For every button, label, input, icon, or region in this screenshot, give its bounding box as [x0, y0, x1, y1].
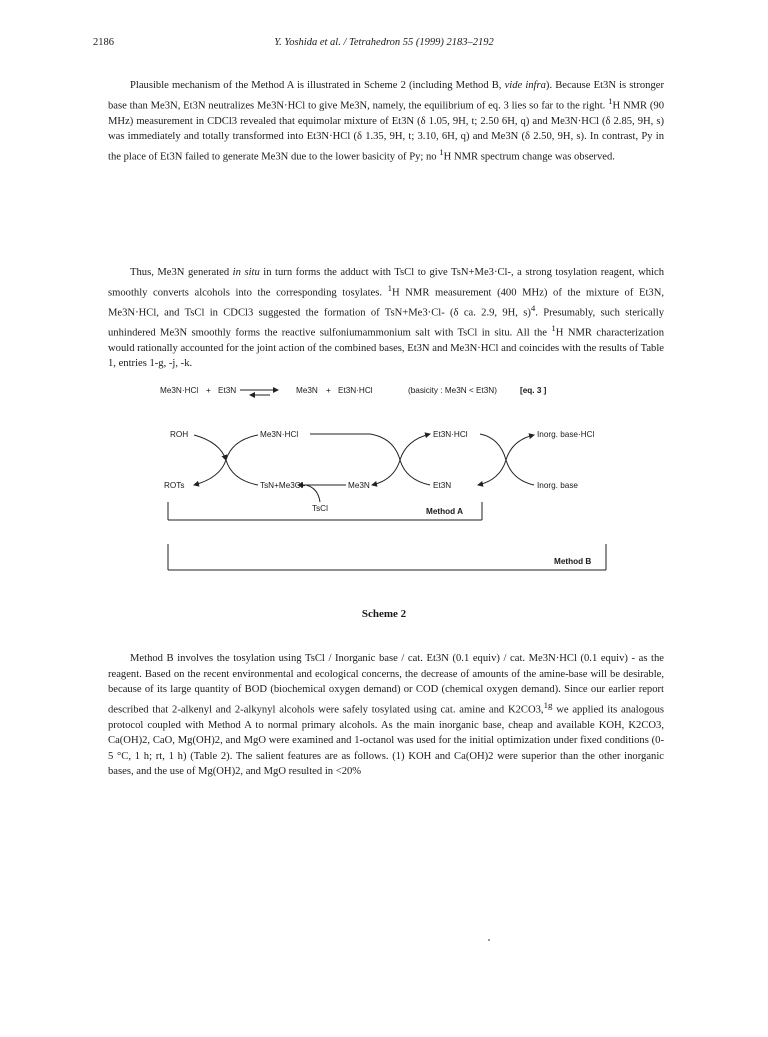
eq-plus-1: +: [206, 386, 211, 395]
scheme-2-diagram: [150, 384, 630, 584]
label-tscl: TsCl: [312, 504, 328, 513]
page-number: 2186: [93, 37, 114, 48]
eq-basicity-note: (basicity : Me3N < Et3N): [408, 386, 497, 395]
label-inorg-base: Inorg. base: [537, 481, 578, 490]
eq-right-me3n: Me3N: [296, 386, 318, 395]
eq-tag: [eq. 3 ]: [520, 386, 547, 395]
stray-dot: [488, 939, 490, 941]
eq-left-et3n: Et3N: [218, 386, 237, 395]
label-rots: ROTs: [164, 481, 185, 490]
label-method-a: Method A: [426, 507, 463, 516]
page-header: [0, 37, 768, 53]
label-et3n: Et3N: [433, 481, 452, 490]
scheme-caption: Scheme 2: [361, 608, 407, 620]
running-head: Y. Yoshida et al. / Tetrahedron 55 (1999) 2183–2192: [274, 37, 494, 48]
eq-plus-2: +: [326, 386, 331, 395]
label-method-b: Method B: [554, 557, 592, 566]
label-tsn-me3-cl: TsN+Me3Cl-: [260, 481, 306, 490]
label-inorg-base-hcl: Inorg. base·HCl: [537, 430, 595, 439]
eq-right-et3nhcl: Et3N·HCl: [338, 386, 373, 395]
paragraph-2: Thus, Me3N generated in situ in turn forms the adduct with TsCl to give TsN+Me3·Cl-, a strong tosylation reagent, which smoothly converts alcohols into the corresponding tosylates. $^1$H NMR measurement (400 MHz) of the mixture of Et3N, Me3N·HCl, and TsCl in CDCl3 suggested the formation of TsN+Me3·Cl- (δ ca. 2.9, 9H, s)$^4$. Presumably, such sterically unhindered Me3N smoothly forms the reactive sulfoniumammonium salt with TsCl in situ. All the $^1$H NMR characterization would rationally accounted for the joint action of the combined bases, Et3N and Me3N·HCl and coincides with the results of Table 1, entries 1-g, -j, -k.: [108, 267, 665, 370]
paragraph-3: Method B involves the tosylation using TsCl / Inorganic base / cat. Et3N (0.1 equiv) / cat. Me3N·HCl (0.1 equiv) - as the reagent. Based on the recent environmental and ecological concerns, the decrease of amounts of the amine-base will be desirable, because of its large quantity of BOD (biochemical oxygen demand) or COD (chemical oxygen demand). Since our earlier report described that 2-alkenyl and 2-alkynyl alcohols were safely tosylated using cat. amine and K2CO3,$^{1g}$ we applied its analogous protocol coupled with Method A to normal primary alcohols. As the main inorganic base, cheap and available KOH, K2CO3, Ca(OH)2, CaO, Mg(OH)2, and MgO were examined and 1-octanol was used for the initial optimization under fixed conditions (0-5 °C, 1 h; rt, 1 h) (Table 2). The salient features are as follows. (1) KOH and Ca(OH)2 were superior than the other inorganic bases, and the use of Mg(OH)2, and MgO resulted in <20%: [108, 653, 665, 778]
label-et3nhcl: Et3N·HCl: [433, 430, 468, 439]
label-me3nhcl: Me3N·HCl: [260, 430, 299, 439]
eq-left-me3nhcl: Me3N·HCl: [160, 386, 199, 395]
paragraph-1: Plausible mechanism of the Method A is illustrated in Scheme 2 (including Method B, vide infra). Because Et3N is stronger base than Me3N, Et3N neutralizes Me3N·HCl to give Me3N, namely, the equilibrium of eq. 3 lies so far to the right. $^1$H NMR (90 MHz) measurement in CDCl3 revealed that equimolar mixture of Et3N (δ 1.05, 9H, t; 2.50 6H, q) and Me3N·HCl (δ 2.85, 9H, s) was immediately and totally transformed into Et3N·HCl (δ 1.35, 9H, t; 3.10, 6H, q) and Me3N (δ 2.50, 9H, s). In contrast, Py in the place of Et3N failed to generate Me3N due to the lower basicity of Py; no $^1$H NMR spectrum change was observed.: [108, 80, 664, 163]
label-roh: ROH: [170, 430, 189, 439]
label-me3n: Me3N: [348, 481, 370, 490]
